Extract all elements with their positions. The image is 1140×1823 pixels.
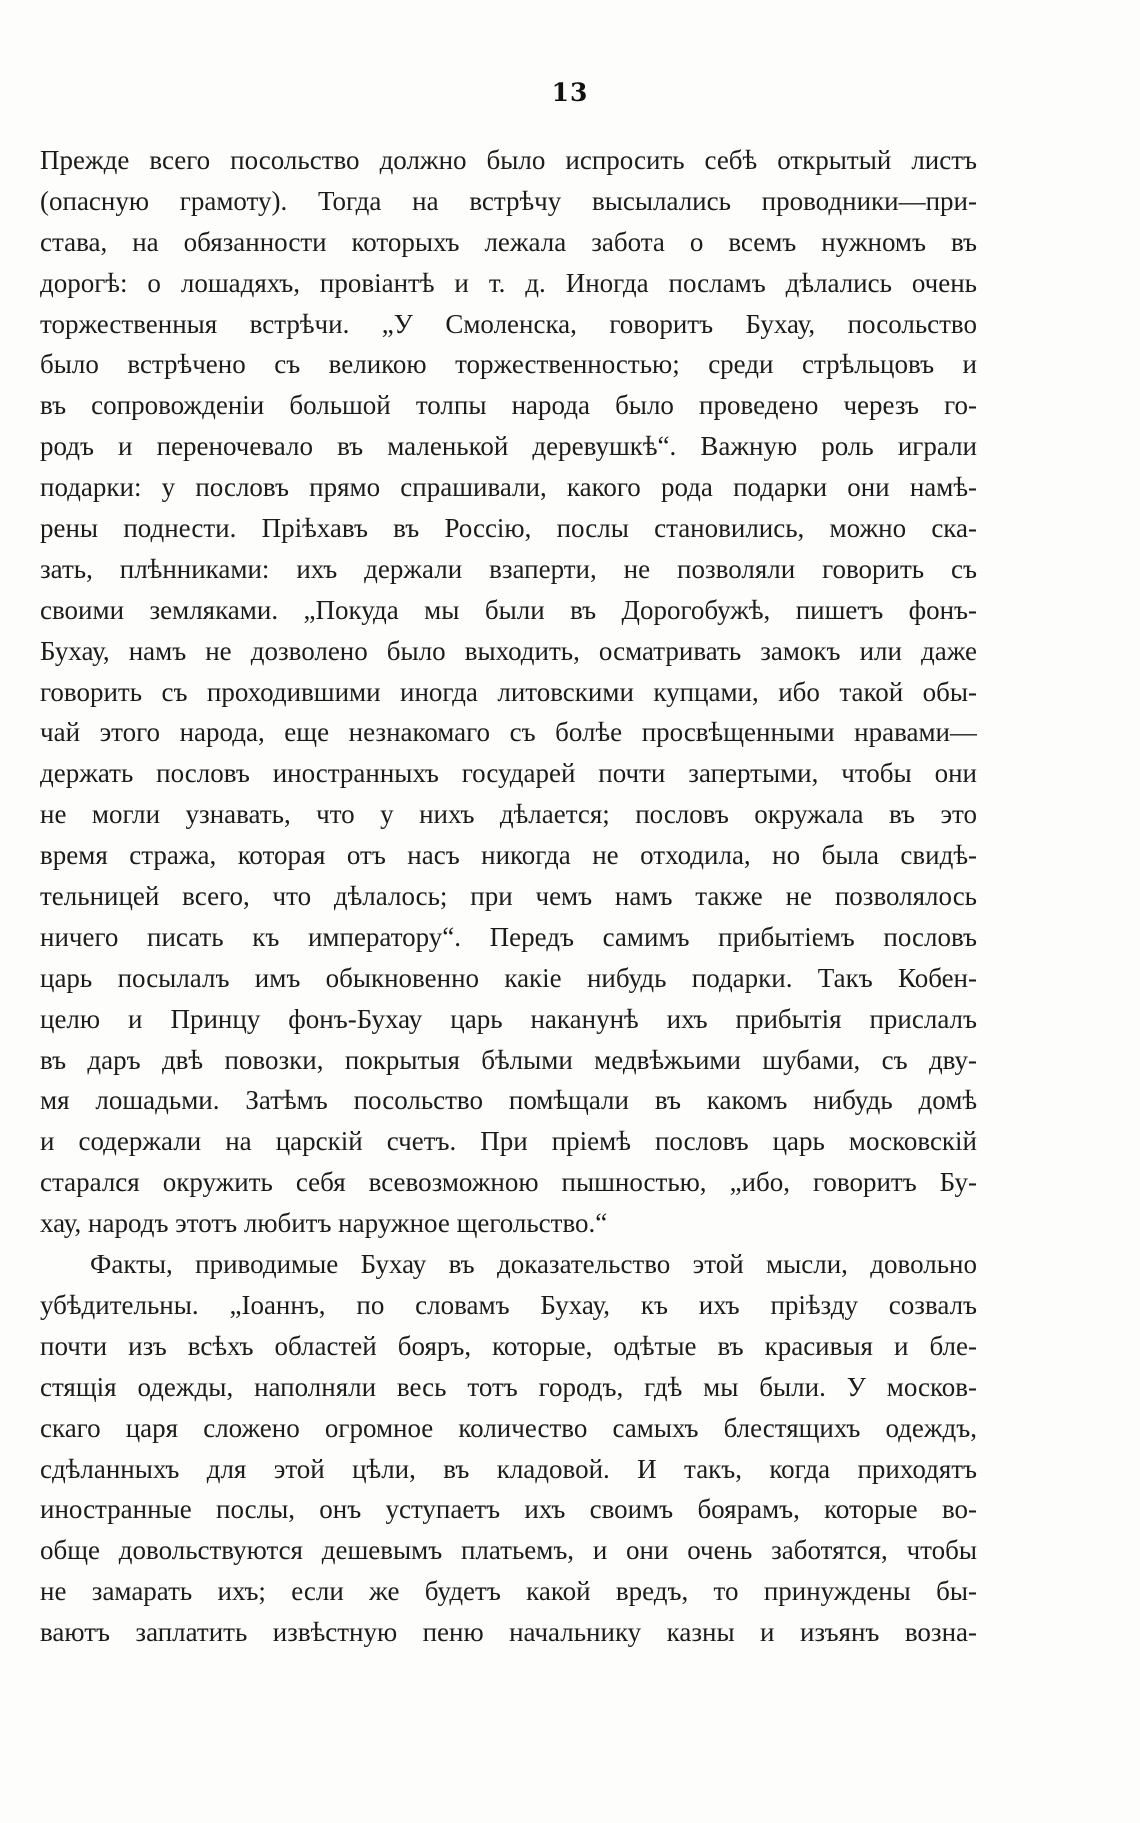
text-line: Бухау, намъ не дозволено было выходить, осматривать замокъ или даже xyxy=(40,635,977,666)
text-line: держать пословъ иностранныхъ государей почти запертыми, чтобы они xyxy=(40,758,977,789)
text-line: время стража, которая отъ насъ никогда не отходила, но была свидѣ- xyxy=(40,840,977,871)
text-line: ничего писать къ императору“. Передъ самимъ прибытіемъ пословъ xyxy=(40,921,977,952)
text-line: тельницей всего, что дѣлалось; при чемъ намъ также не позволялось xyxy=(40,881,977,912)
paragraph-2 xyxy=(40,1244,977,1653)
text-line: мя лошадьми. Затѣмъ посольство помѣщали въ какомъ нибудь домѣ xyxy=(40,1085,977,1116)
text-line: чай этого народа, еще незнакомаго съ болѣе просвѣщенными нравами— xyxy=(40,717,977,748)
text-line: зать, плѣнниками: ихъ держали взаперти, не позволяли говорить съ xyxy=(40,553,977,584)
text-line: старался окружить себя всевозможною пышностью, „ибо, говоритъ Бу- xyxy=(40,1167,977,1198)
text-line: сдѣланныхъ для этой цѣли, въ кладовой. И такъ, когда приходятъ xyxy=(40,1453,977,1484)
text-line: Прежде всего посольство должно было испросить себѣ открытый листъ xyxy=(40,145,977,175)
text-line: своими земляками. „Покуда мы были въ Дорогобужѣ, пишетъ фонъ- xyxy=(40,594,977,625)
text-line: обще довольствуются дешевымъ платьемъ, и они очень заботятся, чтобы xyxy=(40,1535,977,1566)
text-line: и содержали на царскій счетъ. При пріемѣ пословъ царь московскій xyxy=(40,1126,977,1157)
text-line: родъ и переночевало въ маленькой деревушкѣ“. Важную роль играли xyxy=(40,431,977,462)
text-line: става, на обязанности которыхъ лежала забота о всемъ нужномъ въ xyxy=(40,226,977,257)
text-line: убѣдительны. „Іоаннъ, по словамъ Бухау, къ ихъ пріѣзду созвалъ xyxy=(40,1289,977,1320)
text-line: рены поднести. Пріѣхавъ въ Россію, послы становились, можно ска- xyxy=(40,513,977,544)
paragraph-1 xyxy=(40,140,977,1244)
text-line: стящія одежды, наполняли весь тотъ городъ, гдѣ мы были. У москов- xyxy=(40,1371,977,1402)
text-line: ваютъ заплатить извѣстную пеню начальнику казны и изъянъ возна- xyxy=(40,1617,977,1648)
text-line: не замарать ихъ; если же будетъ какой вредъ, то принуждены бы- xyxy=(40,1576,977,1607)
text-line: дорогѣ: о лошадяхъ, провіантѣ и т. д. Иногда посламъ дѣлались очень xyxy=(40,267,977,298)
text-line: не могли узнавать, что у нихъ дѣлается; пословъ окружала въ это xyxy=(40,799,977,830)
text-line: целю и Принцу фонъ-Бухау царь наканунѣ ихъ прибытія прислалъ xyxy=(40,1003,977,1034)
text-line: скаго царя сложено огромное количество самыхъ блестящихъ одеждъ, xyxy=(40,1412,977,1443)
text-line: въ сопровожденіи большой толпы народа было проведено черезъ го- xyxy=(40,390,977,421)
text-line: въ даръ двѣ повозки, покрытыя бѣлыми медвѣжьими шубами, съ дву- xyxy=(40,1044,977,1075)
text-line: иностранные послы, онъ уступаетъ ихъ своимъ боярамъ, которые во- xyxy=(40,1494,977,1525)
text-line: Факты, приводимые Бухау въ доказательство этой мысли, довольно xyxy=(90,1249,977,1280)
text-line: было встрѣчено съ великою торжественностью; среди стрѣльцовъ и xyxy=(40,349,977,380)
text-line: царь посылалъ имъ обыкновенно какіе нибудь подарки. Такъ Кобен- xyxy=(40,962,977,993)
text-line: торжественныя встрѣчи. „У Смоленска, говоритъ Бухау, посольство xyxy=(40,308,977,339)
text-line: (опасную грамоту). Тогда на встрѣчу высылались проводники—при- xyxy=(40,185,977,216)
text-line: говорить съ проходившими иногда литовскими купцами, ибо такой обы- xyxy=(40,676,977,707)
text-line: почти изъ всѣхъ областей бояръ, которые, одѣтые въ красивыя и бле- xyxy=(40,1330,977,1361)
text-line: хау, народъ этотъ любитъ наружное щегольство.“ xyxy=(40,1208,608,1239)
body-text xyxy=(40,140,977,1653)
text-line: подарки: у пословъ прямо спрашивали, какого рода подарки они намѣ- xyxy=(40,472,977,503)
page-number: 13 xyxy=(551,78,589,107)
